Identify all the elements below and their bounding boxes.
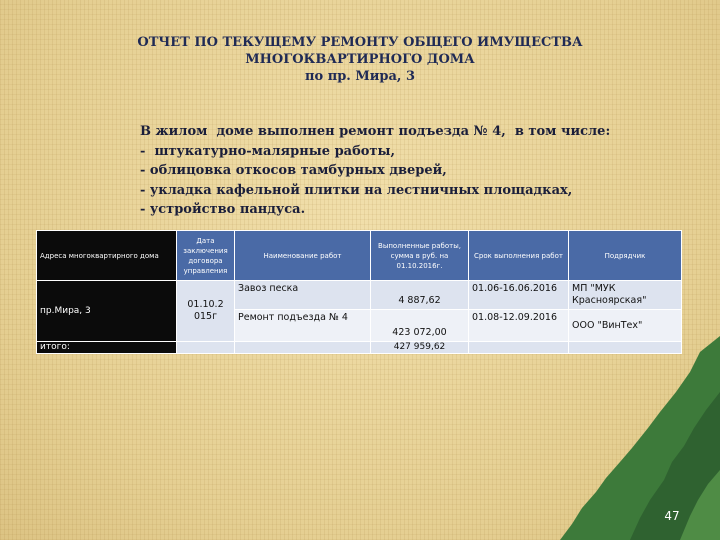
header-address: Адреса многоквартирного дома (37, 231, 177, 281)
work-name-cell: Завоз песка (235, 281, 371, 310)
total-amount: 427 959,62 (371, 342, 469, 354)
address-cell: пр.Мира, 3 (37, 281, 177, 342)
header-work-name: Наименование работ (235, 231, 371, 281)
description-line: - штукатурно-малярные работы, (140, 143, 396, 159)
title-line-1: ОТЧЕТ ПО ТЕКУЩЕМУ РЕМОНТУ ОБЩЕГО ИМУЩЕСТВА (137, 35, 583, 50)
amount-cell: 423 072,00 (371, 310, 469, 342)
header-contractor: Подрядчик (569, 231, 682, 281)
work-name-cell: Ремонт подъезда № 4 (235, 310, 371, 342)
title-line-3: по пр. Мира, 3 (304, 69, 415, 84)
description-line: В жилом доме выполнен ремонт подъезда № 4, в том числе: (140, 124, 611, 139)
period-cell: 01.06-16.06.2016 (469, 281, 569, 310)
amount-cell: 4 887,62 (371, 281, 469, 310)
contractor-cell: МП "МУК Красноярская" (569, 281, 682, 310)
contractor-cell: ООО "ВинТех" (569, 310, 682, 342)
description-line: - устройство пандуса. (140, 202, 306, 217)
total-label: итого: (37, 342, 177, 354)
page-number: 47 (664, 509, 680, 523)
header-contract-date: Дата заключения договора управления (177, 231, 235, 281)
title-line-2: МНОГОКВАРТИРНОГО ДОМА (245, 52, 475, 67)
description-line: - облицовка откосов тамбурных дверей, (140, 163, 447, 178)
header-period: Срок выполнения работ (469, 231, 569, 281)
period-cell: 01.08-12.09.2016 (469, 310, 569, 342)
description-line: - укладка кафельной плитки на лестничных площадках, (140, 182, 573, 198)
header-amount: Выполненные работы, сумма в руб. на 01.10.2016г. (371, 231, 469, 281)
contract-date-cell: 01.10.2 015г (177, 281, 235, 342)
